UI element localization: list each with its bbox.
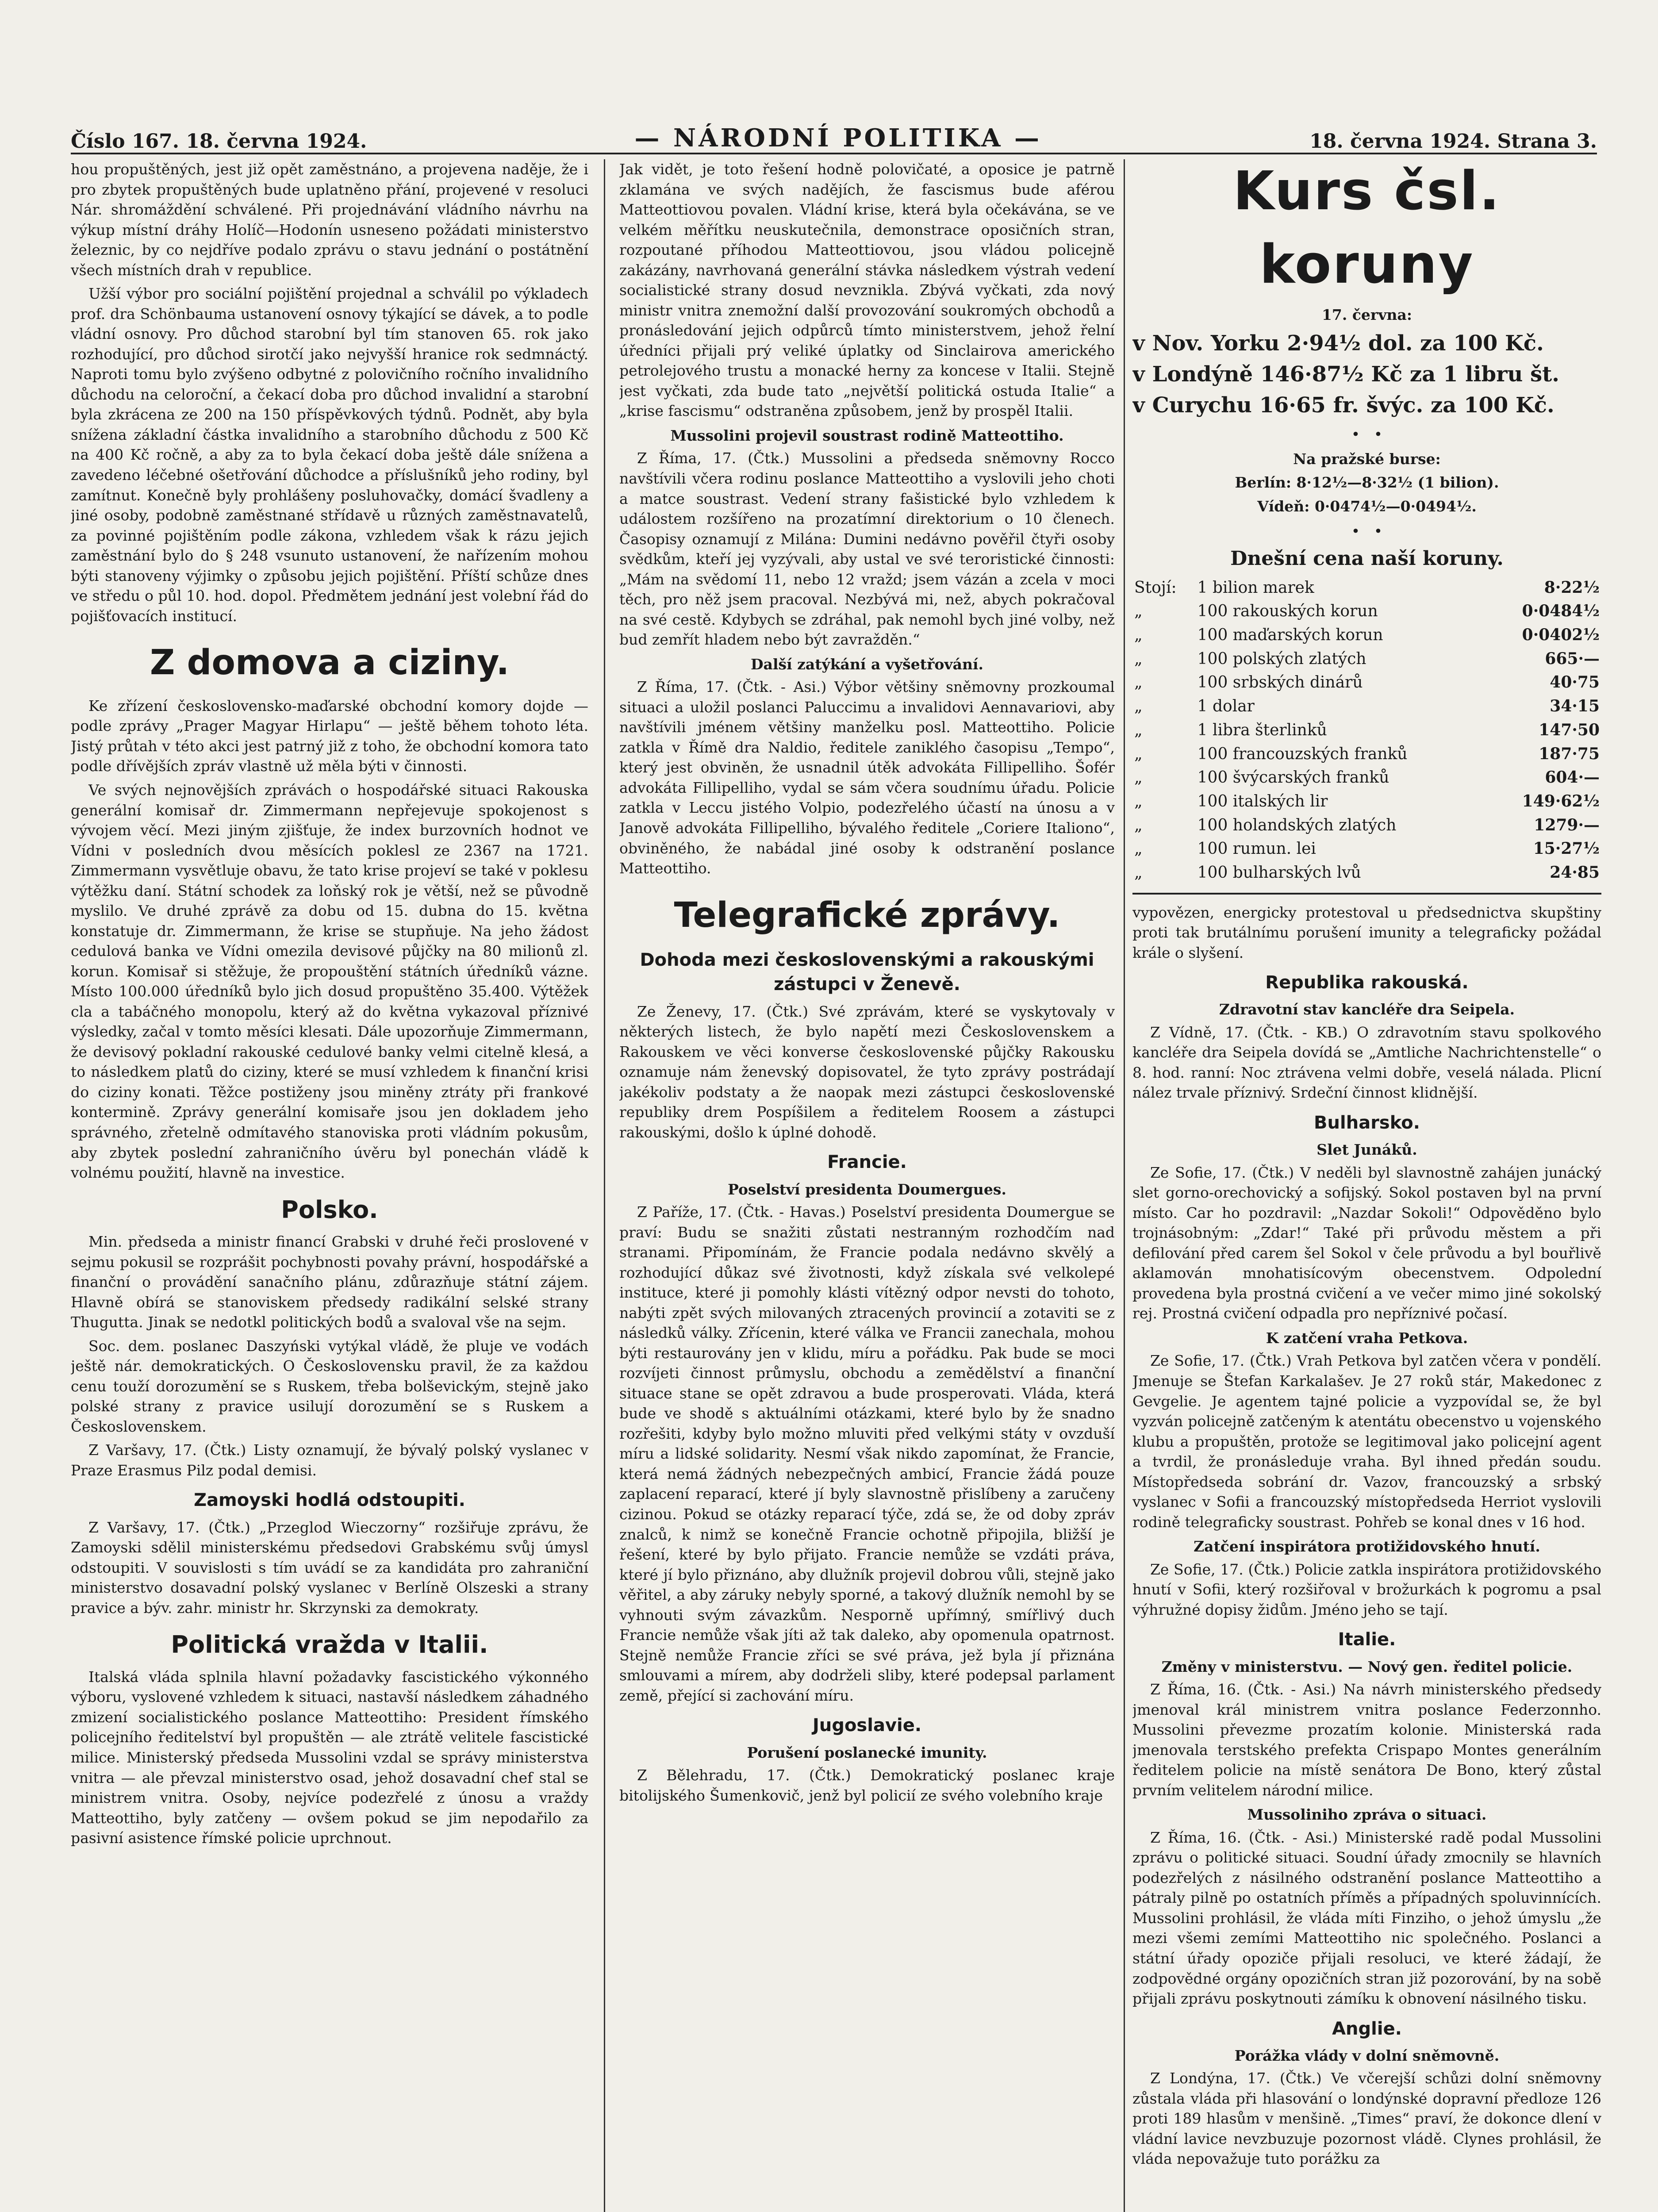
exchange-rate: v Londýně 146·87½ Kč za 1 libru št. xyxy=(1132,361,1560,387)
subheading: Polsko. xyxy=(281,1195,378,1224)
currency-label: 100 srbských dinárů xyxy=(1197,673,1363,692)
paragraph: Ze Sofie, 17. (Čtk.) V neděli byl slavnostně zahájen junácký slet gorno-orechovický a sofijský. Sokol postaven byl na první místo. Car ho pozdravil: „Nazdar Sokoli!“ Odpověděno bylo trojnásobným: „Zdar!“ Také při průvodu městem a při defilování před carem šel Sokol v čele průvodu a byl bouřlivě aklamován mnohatisícovým obecenstvem. Odpolední provedena byla prostná cvičení a ve večer mimo jiné sokolský rej. Prostná cvičení odpadla pro nepříznivé počasí. xyxy=(1132,1164,1601,1322)
column-3 xyxy=(1132,159,1601,2212)
currency-value: 1279·— xyxy=(1534,815,1600,834)
currency-value: 147·50 xyxy=(1539,720,1600,739)
currency-value: 665·— xyxy=(1545,649,1600,668)
column-rule xyxy=(604,159,605,2212)
article-heading: Porážka vlády v dolní sněmovně. xyxy=(1234,2047,1500,2064)
currency-value: 34·15 xyxy=(1550,697,1600,716)
section-heading: Z domova a ciziny. xyxy=(150,643,510,683)
currency-value: 24·85 xyxy=(1550,863,1600,882)
currency-label: 1 dolar xyxy=(1197,697,1255,716)
paragraph: hou propuštěných, jest již opět zaměstnáno, a projevena naděje, že i pro zbytek propuštěných bude uplatněno přání, projevené v resoluci Nár. shromáždění schválené. Při projednávání vládního návrhu na výkup místní dráhy Holíč—Hodonín usneseno požádati ministerstvo železnic, by co nejdříve podalo zprávu o stavu jednání o postátnění všech místních drah v republice. xyxy=(71,161,588,279)
currency-prefix: „ xyxy=(1134,768,1143,787)
paragraph: Z Říma, 17. (Čtk. - Asi.) Výbor většiny sněmovny prozkoumal situaci a uložil poslanci Paluccimu a invalidovi Aennavariovi, aby navštívili jménem většiny manželku posl. Matteottiho. Policie zatkla v Římě dra Naldio, ředitele zaniklého časopisu „Tempo“, který jest obviněn, že usnadnil útěk advokáta Fillipelliho. Šofér advokáta Fillipelliho, vydal se sám včera soudnímu úřadu. Policie zatkla v Leccu jistého Volpio, podezřelého účastí na únosu a v Janově advokáta Fillipelliho, bývalého ředitele „Coriere Italiono“, obviněného, že nabádal jiné osoby k odstranění poslance Matteottiho. xyxy=(619,678,1115,877)
subheading: Italie. xyxy=(1338,1629,1396,1650)
currency-row xyxy=(1132,718,1601,742)
price-heading: Dnešní cena naší koruny. xyxy=(1230,547,1504,570)
column-rule xyxy=(1124,159,1125,2212)
paragraph: Z Říma, 17. (Čtk.) Mussolini a předseda sněmovny Rocco navštívili včera rodinu poslance Matteottiho a vyslovili jeho choti a matce soustrast. Vedení strany fašistické bylo vzhledem k událostem rozšířeno na prozatímní direktorium o 10 členech. Časopisy oznamují z Milána: Dumini nedávno pověřil čtyři osoby svědkům, kteří jej vyzývali, aby ustal ve své teroristické činnosti: „Mám na svědomí 11, nebo 12 vražd; jsem vázán a zcela v moci těch, pro něž jsem pracoval. Nezbývá mi, než, abych pokračoval na své cestě. Kdybych se zdráhal, pak nemohl bych jiné volby, než bud zemřít hladem nebo být zavražděn.“ xyxy=(619,449,1115,649)
currency-prefix: Stojí: xyxy=(1134,578,1177,597)
issue-number: Číslo 167. 18. června 1924. xyxy=(71,130,367,153)
paragraph: Ze Ženevy, 17. (Čtk.) Své zprávám, které se vyskytovaly v některých listech, že bylo napětí mezi Československem a Rakouskem ve věci konverse československé půjčky Rakousku oznamuje nám ženevský dopisovatel, že tyto zprávy postrádají jakékoliv podstaty a že naopak mezi zástupci československé republiky drem Pospíšilem a ředitelem Roosem a zástupci rakouskými, došlo k úplné dohodě. xyxy=(619,1002,1115,1141)
currency-row xyxy=(1132,576,1601,600)
subheading: Politická vražda v Italii. xyxy=(171,1631,488,1659)
currency-value: 604·— xyxy=(1545,768,1600,787)
ornament: • • xyxy=(1351,522,1383,540)
article-heading: Slet Junáků. xyxy=(1316,1141,1417,1159)
column-1 xyxy=(71,159,588,2212)
article-heading: Změny v ministerstvu. — Nový gen. ředitel policie. xyxy=(1161,1658,1573,1675)
currency-prefix: „ xyxy=(1134,697,1143,716)
exchange-date: 17. června: xyxy=(1321,306,1412,324)
article-heading: Mussoliniho zpráva o situaci. xyxy=(1247,1806,1487,1824)
currency-label: 100 maďarských korun xyxy=(1197,626,1383,645)
subheading: Francie. xyxy=(827,1152,907,1173)
ornament: • • xyxy=(1351,426,1383,443)
currency-prefix: „ xyxy=(1134,745,1143,763)
article-heading: Další zatýkání a vyšetřování. xyxy=(751,655,983,673)
article-heading: Zatčení inspirátora protižidovského hnutí. xyxy=(1194,1538,1540,1555)
currency-label: 100 italských lir xyxy=(1197,792,1328,810)
paragraph: Ke zřízení československo-maďarské obchodní komory dojde — podle zprávy „Prager Magyar Hirlapu“ — ještě během tohoto léta. Jistý průtah v této akci jest patrný již z toho, že obchodní komora tato podle dřívějších zpráv vlastně už měla býti v činnosti. xyxy=(71,697,588,775)
currency-value: 8·22½ xyxy=(1544,578,1600,597)
page-number: 18. června 1924. Strana 3. xyxy=(1309,130,1597,153)
currency-label: 100 francouzských franků xyxy=(1197,745,1408,763)
burse-vienna: Vídeň: 0·0474½—0·0494½. xyxy=(1257,498,1477,515)
paragraph: Italská vláda splnila hlavní požadavky fascistického výkonného výboru, vyslovené vzhledem k situaci, nastavší následkem záhadného zmizení socialistického poslance Matteottiho: President římského policejního ředitelství byl propuštěn — ale ztrátě velitele fascistické milice. Ministerský předseda Mussolini vzdal se správy ministerstva vnitra — ale převzal ministerstvo osad, jehož dosavadní chef stal se ministrem vnitra. Osoby, nejvíce podezřelé z únosu a vraždy Matteottiho, byly zatčeny — ovšem pokud se jim nepodařilo za pasivní asistence římské policie uprchnout. xyxy=(71,1668,588,1847)
currency-row xyxy=(1132,790,1601,814)
currency-value: 187·75 xyxy=(1539,744,1600,763)
currency-prefix: „ xyxy=(1134,840,1143,858)
subheading: Jugoslavie. xyxy=(812,1715,922,1736)
exchange-rate: v Nov. Yorku 2·94½ dol. za 100 Kč. xyxy=(1132,330,1544,356)
currency-prefix: „ xyxy=(1134,721,1143,739)
subheading: Anglie. xyxy=(1332,2018,1402,2039)
currency-prefix: „ xyxy=(1134,816,1143,834)
currency-prefix: „ xyxy=(1134,863,1143,882)
paragraph: Užší výbor pro sociální pojištění projednal a schválil po výkladech prof. dra Schönbauma ustanovení osnovy týkající se dávek, a to podle vládní osnovy. Pro důchod starobní byl tím stanoven 65. rok jako rozhodující, pro důchod sirotčí jako nejvyšší hranice rok sedmnáctý. Naproti tomu bylo zvýšeno odbytné z polovičního ročního invalidního důchodu na celoroční, a čekací doba pro důchod invalidní a starobní byla zkrácena ze 200 na 150 příspěvkových týdnů. Podnět, aby byla snížena základní částka invalidního a starobního důchodu z 500 Kč na 400 Kč ročně, a aby za to byla čekací doba ještě dále snížena a zavedeno léčebné ošetřování důchodce a příslušníků jeho rodiny, byl zamítnut. Konečně byly prohlášeny posluhovačky, domácí švadleny a jiné osoby, podobně zaměstnané střídavě u různých zaměstnavatelů, za povinné pojištěním podle zákona, vzhledem však k rázu jejich zaměstnání bylo do § 248 vsunuto ustanovení, že nařízením mohou býti stanoveny výjimky o způsobu jejich pojištění. Příští schůze dnes ve středu o půl 10. hod. dopol. Předmětem jednání jest volební řád do pojišťovacích institucí. xyxy=(71,285,588,625)
paragraph: Z Varšavy, 17. (Čtk.) „Przeglod Wieczorny“ rozšiřuje zprávu, že Zamoyski sdělil ministerskému předsedovi Grabskému svůj úmysl odstoupiti. V souvislosti s tím uvádí se za kandidáta pro zahraniční ministerstvo dosavadní polský vyslanec v Berlíně Olszeski a strany pravice a býv. zahr. ministr hr. Skrzynski za demokraty. xyxy=(71,1518,588,1617)
subheading: Bulharsko. xyxy=(1314,1112,1420,1133)
currency-prefix: „ xyxy=(1134,602,1143,621)
section-heading: Telegrafické zprávy. xyxy=(674,895,1060,935)
currency-label: 100 rakouských korun xyxy=(1197,602,1378,621)
currency-row xyxy=(1132,647,1601,671)
burse-heading: Na pražské burse: xyxy=(1293,450,1441,468)
currency-label: 100 bulharských lvů xyxy=(1197,863,1361,882)
paragraph: Z Bělehradu, 17. (Čtk.) Demokratický poslanec kraje bitolijského Šumenkovič, jenž byl policií ze svého volebního kraje xyxy=(619,1767,1115,1804)
divider xyxy=(1132,893,1601,895)
currency-label: 100 švýcarských franků xyxy=(1197,768,1389,787)
paragraph: Z Varšavy, 17. (Čtk.) Listy oznamují, že bývalý polský vyslanec v Praze Erasmus Pilz podal demisi. xyxy=(71,1441,588,1479)
currency-label: 100 polských zlatých xyxy=(1197,649,1366,668)
masthead: — NÁRODNÍ POLITIKA — xyxy=(634,123,1042,153)
exchange-title: Kurs čsl. koruny xyxy=(1233,161,1501,296)
currency-table xyxy=(1132,576,1601,885)
currency-row xyxy=(1132,623,1601,647)
paragraph: Ve svých nejnovějších zprávách o hospodářské situaci Rakouska generální komisař dr. Zimmermann nepřejevuje spokojenost s vývojem věcí. Mezi jiným zjišťuje, že index burzovních hodnot ve Vídni v posledních dvou měsících poklesl ze 2367 na 1721. Zimmermann vysvětluje obavu, že tato krise projeví se také v poklesu výtěžku daní. Státní schodek za loňský rok je větší, než se původně myslilo. Ve druhé zprávě za dobu od 15. dubna do 15. května konstatuje dr. Zimmermann, že krise se stupňuje. Na jeho žádost cedulová banka ve Vídni omezila devisové půjčky na 80 milionů zl. korun. Komisař si stěžuje, že propouštění státních úředníků vázne. Místo 100.000 úředníků bylo jich dosud propuštěno 35.400. Výtěžek cla a tabáčného monopolu, který až do května vykazoval příznivé výsledky, začal v tomto měsíci klesati. Dále upozorňuje Zimmermann, že devisový pokladní rakouské cedulové banky velmi citelně klesá, a to následkem platů do ciziny, které se musí vzhledem k finanční krisi do ciziny konati. Těžce postiženy jsou miněny ztráty při frankové kontermině. Zprávy generální komisaře jsou jen dokladem jeho správného, zřetelně odmítavého stanoviska proti vládním pokusům, aby zbytek poslední zahraničního úvěru byl ponechán vládě k volnému použití, hlavně na investice. xyxy=(71,781,588,1182)
currency-prefix: „ xyxy=(1134,673,1143,692)
paragraph: Ze Sofie, 17. (Čtk.) Vrah Petkova byl zatčen včera v pondělí. Jmenuje se Štefan Karkalašev. Je 27 roků stár, Makedonec z Gevgelie. Je agentem tajné policie a vyzpovídal se, že byl vyzván policejně zatčeným k atentátu obecenstvo u vojenského klubu a propuštěn, protože se legitimoval jako policejní agent a tvrdil, že pronásleduje vraha. Byl ihned předán soudu. Místopředseda sobrání dr. Vazov, francouzský a srbský vyslanec v Sofii a francouzský místopředseda Herriot vyslovili rodině telegraficky soustrast. Pohřeb se konal dnes v 16 hod. xyxy=(1132,1352,1601,1531)
currency-value: 0·0402½ xyxy=(1522,626,1600,645)
paragraph: Min. předseda a ministr financí Grabski v druhé řeči proslovené v sejmu pokusil se rozprášit pochybnosti povahy právní, hospodářské a finanční o provádění sanačního plánu, zdůrazňuje státní zájem. Hlavně obírá se stanoviskem předsedy radikální selské strany Thugutta. Jinak se nedotkl politických bodů a svaloval vše na sejm. xyxy=(71,1233,588,1331)
currency-row xyxy=(1132,742,1601,766)
article-heading: Zdravotní stav kancléře dra Seipela. xyxy=(1219,1001,1515,1018)
article-heading: Porušení poslanecké imunity. xyxy=(747,1743,987,1761)
paragraph: Z Paříže, 17. (Čtk. - Havas.) Poselství presidenta Doumergue se praví: Budu se snažiti zůstati nestranným rozhodčím nad stranami. Připomínám, že Francie podala nedávno skvělý a rozhodující důkaz své životnosti, když získala své velkolepé instituce, které ji pomohly klásti vítězný odpor nevsti do tohoto, nabýti zpět svých milovaných ztracených provincií a zotaviti se z následků války. Zřícenin, které válka ve Francii zanechala, mohou býti restaurovány jen v klidu, míru a pořádku. Pak bude se moci rozvíjeti činnost průmyslu, obchodu a zemědělství a finanční situace stane se opět zdravou a bude prosperovati. Vláda, která bude ve shodě s aktuálními otázkami, které bylo by že snadno rozřešiti, kdyby bylo možno mluviti před velkými státy v ovzduší míru a lidské solidarity. Nesmí však nikdo zapomínat, že Francie, která nemá žádných nebezpečných ambicí, Francie žádá pouze zaplacení reparací, které jí byly slavnostně přislíbeny a zaručeny cizinou. Pokud se otázky reparací týče, zdá se, že od doby zpráv znalců, k nimž se konečně Francie ochotně připojila, bližší je řešení, které by bylo přijato. Francie nemůže se vzdáti práva, které jí bylo přiznáno, aby dlužník projevil dobrou vůli, stejně jako věřitel, a aby záruky nebyly sporné, a takový dlužník nemohl by se vyhnouti svým závazkům. Nesporně upřímný, smířlivý duch Francie nemůže však jíti až tak daleko, aby opomenula opatrnost. Stejně nemůže Francie zříci se své práva, jež byla jí přiznána smlouvami a mírem, aby dodrželi sliby, které podepsal parlament země, přející si zachování míru. xyxy=(619,1203,1115,1704)
currency-row xyxy=(1132,861,1601,885)
column-2 xyxy=(619,159,1115,2212)
burse-berlin: Berlín: 8·12½—8·32½ (1 bilion). xyxy=(1235,474,1499,492)
currency-row xyxy=(1132,671,1601,695)
paragraph: Z Vídně, 17. (Čtk. - KB.) O zdravotním stavu spolkového kancléře dra Seipela dovídá se „Amtliche Nachrichtenstelle“ o 8. hod. ranní: Noc ztrávena velmi dobře, veselá nálada. Plicní nález trvale příznivý. Srdeční činnost klidnější. xyxy=(1132,1023,1601,1102)
currency-prefix: „ xyxy=(1134,626,1143,645)
currency-row xyxy=(1132,599,1601,623)
currency-value: 15·27½ xyxy=(1533,839,1600,858)
currency-label: 100 rumun. lei xyxy=(1197,840,1316,858)
currency-prefix: „ xyxy=(1134,792,1143,810)
currency-row xyxy=(1132,766,1601,790)
currency-label: 100 holandských zlatých xyxy=(1197,816,1397,834)
article-heading: Mussolini projevil soustrast rodině Matteottiho. xyxy=(670,426,1064,444)
subheading: Dohoda mezi československými a rakouskými zástupci v Ženevě. xyxy=(640,950,1094,995)
paragraph: Z Londýna, 17. (Čtk.) Ve včerejší schůzi dolní sněmovny zůstala vláda při hlasování o londýnské dopravní předloze 126 proti 189 hlasům v menšině. „Times“ praví, že dokonce dlení v vládní lavice nevzbuzuje pozornost vládě. Clynes prohlásil, že vláda nepovažuje tuto porážku za xyxy=(1132,2070,1601,2168)
paragraph: Z Říma, 16. (Čtk. - Asi.) Na návrh ministerského předsedy jmenoval král ministrem vnitra poslance Federzonnho. Mussolini převezme prozatím kolonie. Ministerská rada jmenovala terstského prefekta Crispapo Montes generálním ředitelem policie na místě senátora De Bono, který zůstal prvním velitelem národní milice. xyxy=(1132,1681,1601,1799)
currency-row xyxy=(1132,695,1601,718)
article-heading: Poselství presidenta Doumergues. xyxy=(728,1180,1006,1198)
currency-prefix: „ xyxy=(1134,649,1143,668)
page-header xyxy=(71,113,1597,154)
subheading: Zamoyski hodlá odstoupiti. xyxy=(194,1490,465,1511)
currency-row xyxy=(1132,837,1601,861)
paragraph: vypovězen, energicky protestoval u předsednictva skupštiny proti tak brutálnímu porušení imunity a telegraficky požádal krále o slyšení. xyxy=(1132,903,1601,961)
subheading: Republika rakouská. xyxy=(1265,972,1469,993)
paragraph: Soc. dem. poslanec Daszyński vytýkal vládě, že pluje ve vodách ještě nár. demokratických. O Československu pravil, že za každou cenu touží dorozumění se s Ruskem, třeba bolševickým, stejně jako polské strany z pravice usilují dorozumění se s Ruskem a Československem. xyxy=(71,1337,588,1435)
paragraph: Z Říma, 16. (Čtk. - Asi.) Ministerské radě podal Mussolini zprávu o politické situaci. Soudní úřady zmocnily se hlavních podezřelých z násilného odstranění poslance Matteottiho a pátraly pilně po ostatních příměs a případných spoluvinnících. Mussolini prohlásil, že vláda míti Finziho, o jehož úmyslu „že mezi všemi zemími Matteottiho nic společného. Poslanci a státní úřady opoziče přijali resoluci, ve které žádají, že zodpovědné orgány opozičních stran již pozorování, by na sobě přijali zprávu poskytnouti zámíku k obnovení násilného tisku. xyxy=(1132,1828,1601,2008)
article-heading: K zatčení vraha Petkova. xyxy=(1266,1329,1468,1347)
exchange-rate: v Curychu 16·65 fr. švýc. za 100 Kč. xyxy=(1132,393,1554,418)
paragraph: Ze Sofie, 17. (Čtk.) Policie zatkla inspirátora protižidovského hnutí v Sofii, který rozšiřoval v brožurkách k pogromu a psal výhružné dopisy židům. Jméno jeho se tají. xyxy=(1132,1560,1601,1618)
currency-label: 1 bilion marek xyxy=(1197,578,1314,597)
currency-row xyxy=(1132,814,1601,837)
currency-label: 1 libra šterlinků xyxy=(1197,721,1327,739)
currency-value: 40·75 xyxy=(1550,673,1600,692)
paragraph: Jak vidět, je toto řešení hodně polovičaté, a oposice je patrně zklamána ve svých nadějích, že fascismus bude aférou Matteottiovou povalen. Vládní krise, která byla očekávána, se ve velkém měřítku neuskutečnila, demonstrace oposičních stran, rozpoutané příhodou Matteottiovou, jsou vládou policejně zakázány, navrhovaná generální stávka následkem výstrah vedení socialistické strany dosud nevznikla. Zbývá vyčkati, zda nový ministr vnitra znemožní další provozování soukromých obchodů a pronásledování jejich odpůrců tímto ministerstvem, jehož řelní úředníci přijali prý veliké úplatky od Sinclairova amerického petrolejového trustu a monacké herny za koncese v Italii. Stejně jest vyčkati, zda bude tato „největší politická ostuda Italie“ a „krise fascismu“ odstraněna způsobem, jenž by prospěl Italii. xyxy=(619,161,1115,420)
currency-value: 0·0484½ xyxy=(1522,602,1600,621)
currency-value: 149·62½ xyxy=(1522,791,1600,810)
